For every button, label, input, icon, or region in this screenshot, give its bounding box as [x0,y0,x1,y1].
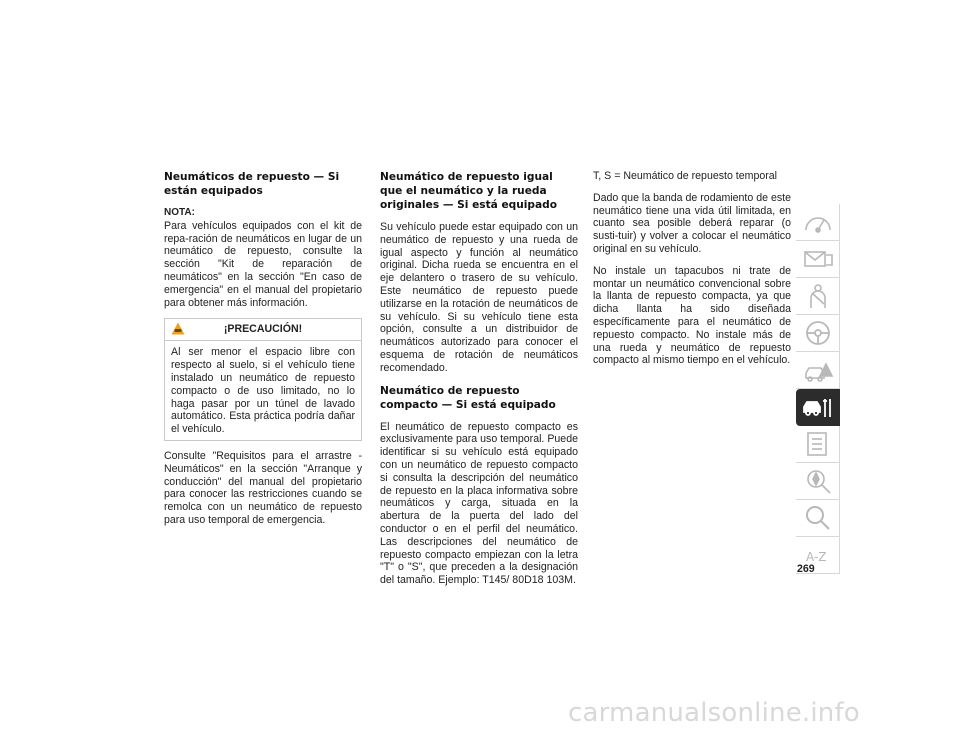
tab-mail[interactable] [796,241,840,278]
temporary-spare-definition: T, S = Neumático de repuesto temporal [593,170,778,182]
tab-navigation[interactable] [796,463,840,500]
tread-life-paragraph: Dado que la banda de rodamiento de este neumático tiene una vida útil limitada, en cuanto sea posible deberá reparar (o susti-tuir) y volver a colocar el neumático original en su vehículo. [593,191,791,255]
dashboard-icon [802,208,834,236]
warning-car-icon [802,356,834,384]
full-size-spare-paragraph: Su vehículo puede estar equipado con un neumático de repuesto y una rueda de igual aspecto y función al neumático original. Dicha rueda se encuentra en el eje delantero o trasero de su vehículo. Este neumático de repuesto puede utilizarse en la rotación de neumáticos de su vehículo. Si su vehículo tiene esta opción, consulte a un distribuidor de neumáticos autorizado para conocer el esquema de rotación de neumáticos recomendado. [380,221,578,374]
tab-car-service[interactable] [796,389,840,426]
seatbelt-icon [802,282,834,310]
note-label: NOTA: [164,207,195,218]
caution-header [165,319,361,341]
navigation-icon [802,467,834,495]
caution-body [165,341,361,440]
svg-text:A-Z: A-Z [806,550,827,564]
section-heading-spare-tires: Neumáticos de repuesto — Si están equipados [164,171,340,197]
car-service-icon [802,393,834,421]
tab-checklist[interactable] [796,426,840,463]
column-3 [593,170,791,376]
tab-dashboard[interactable] [796,204,840,241]
checklist-icon [802,430,834,458]
tab-warning[interactable] [796,352,840,389]
hubcap-paragraph: No instale un tapacubos ni trate de montar un neumático convencional sobre la llanta de repuesto compacta, ya que dicha llanta ha sido diseñada específicamente para el neumático de repuesto compacto. No instale más de una rueda y neumático de repuesto compacto al mismo tiempo en el vehículo. [593,264,791,367]
tab-search[interactable] [796,500,840,537]
watermark: carmanualsonline.info [568,698,860,728]
page-number: 269 [797,563,815,575]
steering-wheel-icon [802,319,834,347]
caution-text: Al ser menor el espacio libre con respecto al suelo, si el vehículo tiene instalado un neumático de repuesto compacto o de uso limitado, no lo haga pasar por un túnel de lavado automático. Esta práctica podría dañar el vehículo. [171,346,355,436]
column-1 [164,170,362,536]
search-icon [802,504,834,532]
tab-steering[interactable] [796,315,840,352]
tab-seatbelt[interactable] [796,278,840,315]
compact-spare-paragraph: El neumático de repuesto compacto es exclusivamente para uso temporal. Puede identificar si su vehículo está equipado con un neumático de repuesto compacto si consulta la descripción del neumático de repuesto en la placa informativa sobre neumáticos y carga, situada en la abertura de la puerta del lado del conductor o en el perfil del neumático. Las descripciones del neumático de repuesto compacto empiezan con la letra "T" o "S", que preceden a la designación del tamaño. Ejemplo: T145/ 80D18 103M. [380,420,578,587]
column-2 [380,170,578,596]
caution-title: ¡PRECAUCIÓN! [223,323,303,336]
section-heading-full-size-spare: Neumático de repuesto igual que el neumático y la rueda originales — Si está equipado [380,171,558,211]
chapter-tabs [796,204,840,574]
note-text: Para vehículos equipados con el kit de repa-ración de neumáticos en lugar de un neumático de repuesto, consulte la sección "Kit de reparación de neumáticos" en la sección "En caso de emergencia" en el manual del propietario para obtener más información. [164,219,362,309]
towing-paragraph: Consulte "Requisitos para el arrastre - Neumáticos" en la sección "Arranque y conducción" del manual del propietario para conocer las restricciones cuando se remolca con un neumático de repuesto para uso temporal de emergencia. [164,449,362,526]
section-heading-compact-spare: Neumático de repuesto compacto — Si está equipado [380,384,556,411]
mail-icon [802,245,834,273]
caution-box [164,318,362,441]
